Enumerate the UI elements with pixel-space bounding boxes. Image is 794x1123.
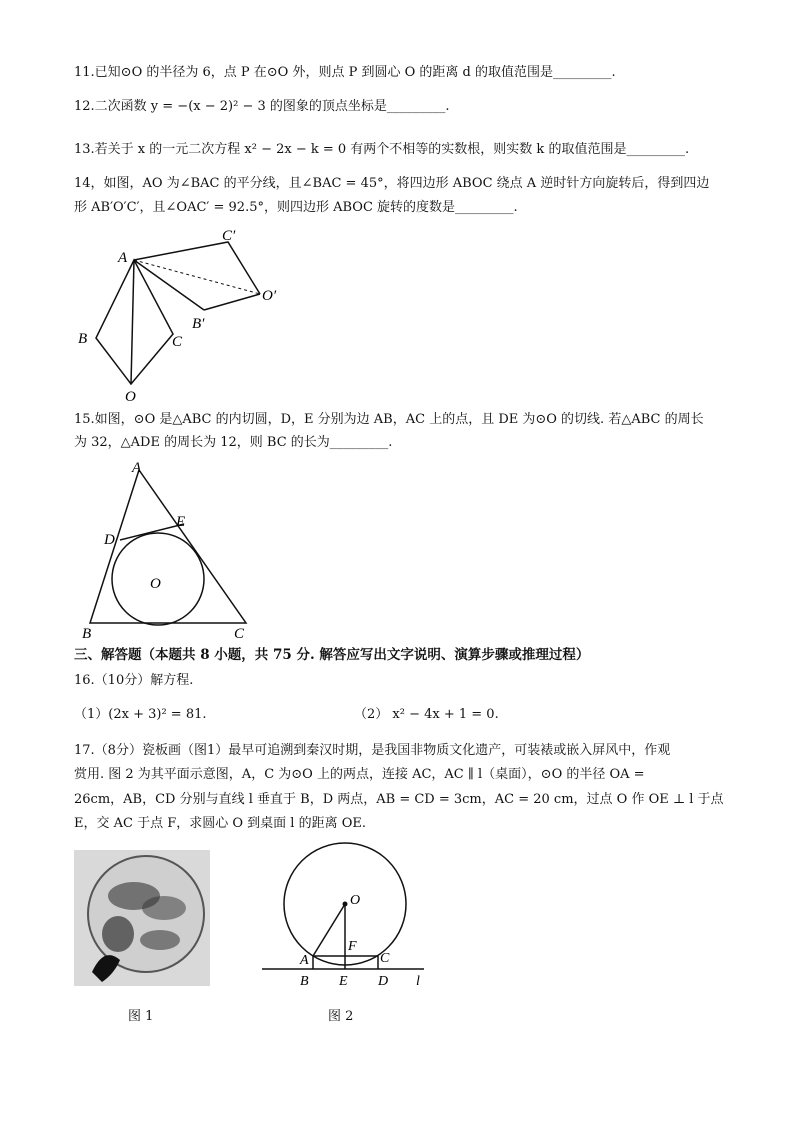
segment-b2-o2 — [204, 294, 260, 310]
ink-tree-2 — [142, 896, 186, 920]
label-l: l — [416, 974, 420, 989]
segment-ao — [131, 260, 134, 384]
label-a: A — [300, 953, 309, 968]
question-17-line1: 17.（8分）瓷板画（图1）最早可追溯到秦汉时期，是我国非物质文化遗产，可装裱或嵌入屏风中，作观 — [74, 743, 671, 758]
question-16-part1: （1）(2x + 3)² = 81. — [74, 707, 207, 722]
label-a: A — [118, 250, 128, 266]
label-b-prime: B′ — [192, 316, 205, 332]
center-point — [343, 902, 348, 907]
ink-rock — [102, 916, 134, 952]
question-16-part2: （2） x² − 4x + 1 = 0. — [354, 707, 499, 722]
question-11: 11.已知⊙O 的半径为 6，点 P 在⊙O 外，则点 P 到圆心 O 的距离 d 的取值范围是_________. — [74, 65, 616, 80]
quad-abo-c — [96, 260, 173, 384]
label-d: D — [378, 974, 389, 989]
label-e: E — [339, 974, 348, 989]
label-b: B — [78, 331, 88, 347]
caption-fig1: 图 1 — [128, 1009, 154, 1024]
label-b: B — [82, 626, 92, 640]
figure-1-porcelain-painting — [74, 850, 210, 986]
label-o: O — [150, 576, 161, 592]
question-17-line3: 26cm，AB，CD 分别与直线 l 垂直于 B，D 两点，AB = CD = 3cm，AC = 20 cm，过点 O 作 OE ⊥ l 于点 — [74, 792, 724, 807]
label-e: E — [176, 514, 186, 530]
segment-a-c2-o2 — [134, 242, 260, 294]
question-15-line2: 为 32，△ADE 的周长为 12，则 BC 的长为_________. — [74, 435, 393, 450]
label-o-prime: O′ — [262, 288, 277, 304]
label-c: C — [234, 626, 245, 640]
question-15-line1: 15.如图，⊙O 是△ABC 的内切圆，D，E 分别为边 AB，AC 上的点，且 DE 为⊙O 的切线. 若△ABC 的周长 — [74, 412, 704, 427]
label-f: F — [348, 939, 357, 954]
segment-a-b2 — [134, 260, 204, 310]
label-b: B — [300, 974, 309, 989]
label-d: D — [104, 532, 115, 548]
question-14-line2: 形 AB′O′C′，且∠OAC′ = 92.5°，则四边形 ABOC 旋转的度数是_________. — [74, 200, 518, 215]
ink-foliage — [140, 930, 180, 950]
label-o: O — [350, 893, 361, 908]
question-17-line4: E，交 AC 于点 F，求圆心 O 到桌面 l 的距离 OE. — [74, 816, 366, 831]
label-c: C — [380, 951, 390, 966]
figure-q15 — [74, 458, 264, 640]
label-o: O — [125, 389, 136, 404]
segment-oa — [313, 904, 345, 956]
question-12: 12.二次函数 y = −(x − 2)² − 3 的图象的顶点坐标是_________. — [74, 99, 450, 114]
question-14-line1: 14，如图，AO 为∠BAC 的平分线，且∠BAC = 45°，将四边形 ABOC 绕点 A 逆时针方向旋转后，得到四边 — [74, 176, 710, 191]
section-3-heading: 三、解答题（本题共 8 小题，共 75 分. 解答应写出文字说明、演算步骤或推理过程） — [74, 647, 590, 663]
question-13: 13.若关于 x 的一元二次方程 x² − 2x − k = 0 有两个不相等的实数根，则实数 k 的取值范围是_________. — [74, 142, 690, 157]
question-17-line2: 赏用. 图 2 为其平面示意图，A，C 为⊙O 上的两点，连接 AC，AC ∥ l（桌面），⊙O 的半径 OA = — [74, 767, 645, 782]
question-16: 16.（10分）解方程. — [74, 673, 194, 688]
figure-2-schematic — [260, 842, 430, 992]
label-c-prime: C′ — [222, 228, 236, 244]
label-c: C — [172, 334, 183, 350]
tangent-de — [120, 524, 184, 540]
figure-q14 — [74, 222, 294, 404]
dashed-a-o2 — [134, 260, 260, 294]
label-a: A — [132, 460, 142, 476]
caption-fig2: 图 2 — [328, 1009, 354, 1024]
